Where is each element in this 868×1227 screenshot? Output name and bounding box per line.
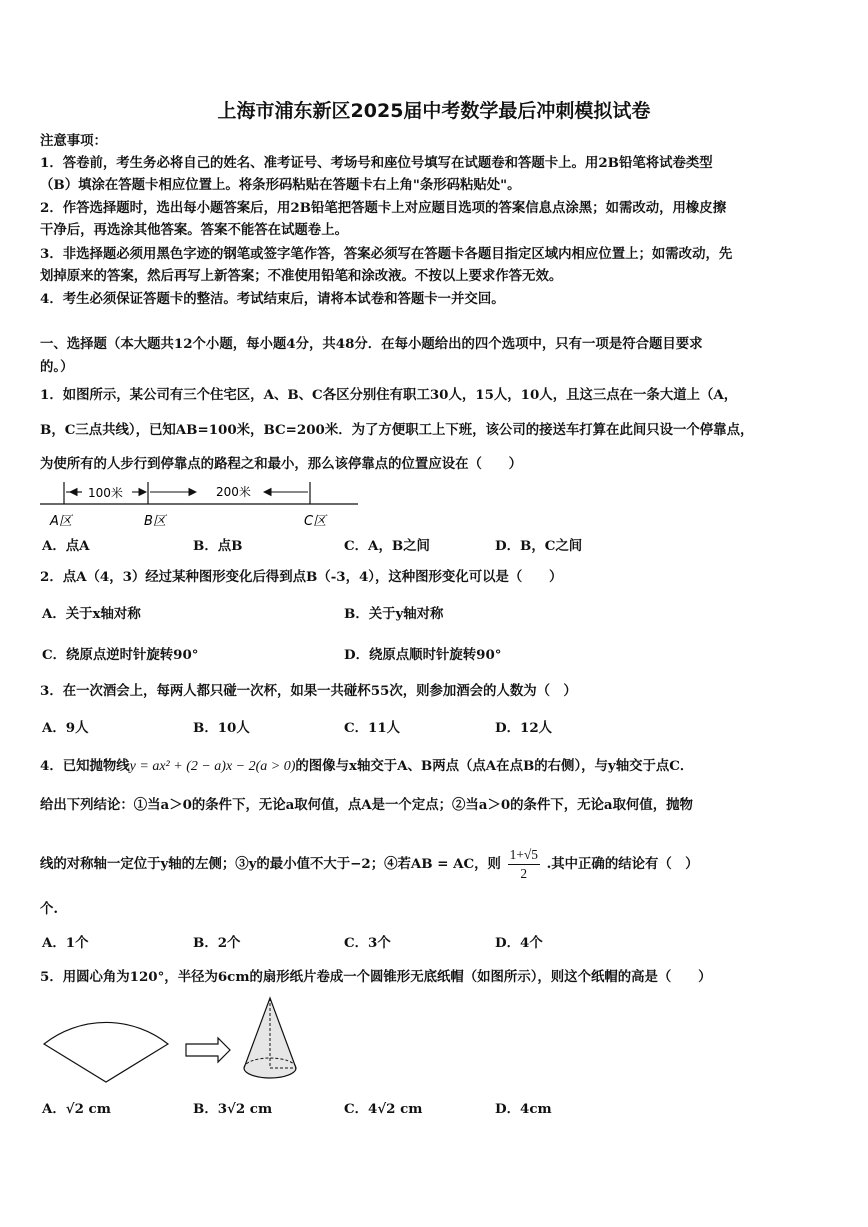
- label-a: A区: [50, 514, 72, 529]
- q4-option-c: C．3个: [344, 935, 391, 951]
- q4-fraction: [508, 846, 540, 883]
- page-title: 上海市浦东新区2025届中考数学最后冲刺模拟试卷: [217, 100, 651, 122]
- q4-line3-text: 线的对称轴一定位于y轴的左侧；③y的最小值不大于−2；④若AB = AC，则: [40, 856, 501, 872]
- notice-line: （B）填涂在答题卡相应位置上。将条形码粘贴在答题卡右上角"条形码粘贴处"。: [40, 177, 521, 193]
- q2-stem: 2．点A（4，3）经过某种图形变化后得到点B（-3，4），这种图形变化可以是（ ）: [40, 569, 563, 585]
- notice-line: 干净后，再选涂其他答案。答案不能答在试题卷上。: [40, 222, 348, 238]
- q1-option-b: B．点B: [193, 538, 243, 554]
- q5-option-c: C．4√2 cm: [344, 1101, 423, 1117]
- q1-road-diagram: [38, 478, 368, 530]
- notice-line: 4．考生必须保证答题卡的整洁。考试结束后，请将本试卷和答题卡一并交回。: [40, 291, 505, 307]
- q4-fraction-num: 1+√5: [508, 846, 540, 865]
- q3-option-b: B．10人: [193, 720, 250, 736]
- q1-stem: B，C三点共线），已知AB=100米，BC=200米．为了方便职工上下班，该公司的接送车打算在此间只设一个停靠点，: [40, 422, 754, 438]
- section-heading: 一、选择题（本大题共12个小题，每小题4分，共48分．在每小题给出的四个选项中，只有一项是符合题目要求: [40, 336, 703, 352]
- q5-option-b: B．3√2 cm: [193, 1101, 273, 1117]
- sector-shape: [44, 1022, 168, 1082]
- notice-line: 划掉原来的答案，然后再写上新答案；不准使用铅笔和涂改液。不按以上要求作答无效。: [40, 268, 563, 284]
- q4-fraction-den: 2: [520, 866, 528, 881]
- q5-figure: [38, 996, 318, 1088]
- q2-option-d: D．绕原点顺时针旋转90°: [344, 647, 502, 663]
- q1-stem: 1．如图所示，某公司有三个住宅区，A、B、C各区分别住有职工30人，15人，10人，且这三点在一条大道上（A，: [40, 387, 738, 403]
- right-arrow-icon: [186, 1038, 230, 1062]
- q3-stem: 3．在一次酒会上，每两人都只碰一次杯，如果一共碰杯55次，则参加酒会的人数为（ ）: [40, 683, 577, 699]
- q1-option-c: C．A，B之间: [344, 538, 430, 554]
- notice-heading: 注意事项：: [40, 133, 107, 149]
- label-ab: 100米: [88, 486, 123, 500]
- q4-line3-rest: .其中正确的结论有（ ）: [546, 856, 699, 872]
- q1-option-d: D．B，C之间: [495, 538, 583, 554]
- q4-stem-line3: [40, 846, 699, 883]
- q2-option-c: C．绕原点逆时针旋转90°: [42, 647, 199, 663]
- q4-intro-rest: 的图像与x轴交于A、B两点（点A在点B的右侧），与y轴交于点C．: [295, 758, 694, 774]
- q4-stem-line2: 给出下列结论：①当a＞0的条件下，无论a取何值，点A是一个定点；②当a＞0的条件下，无论a取何值，抛物: [40, 797, 693, 813]
- q4-stem-line1: [40, 755, 693, 778]
- q3-option-c: C．11人: [344, 720, 401, 736]
- label-bc: 200米: [216, 485, 251, 499]
- q1-option-a: A．点A: [42, 538, 90, 554]
- q4-formula: y = ax² + (2 − a)x − 2(a > 0): [129, 759, 296, 774]
- q3-option-d: D．12人: [495, 720, 553, 736]
- q4-intro: 4．已知抛物线: [40, 758, 130, 774]
- notice-line: 2．作答选择题时，选出每小题答案后，用2B铅笔把答题卡上对应题目选项的答案信息点涂黑；如需改动，用橡皮擦: [40, 200, 727, 216]
- label-c: C区: [304, 514, 327, 529]
- label-b: B区: [144, 514, 166, 529]
- q1-stem: 为使所有的人步行到停靠点的路程之和最小，那么该停靠点的位置应设在（ ）: [40, 456, 523, 472]
- q5-option-d: D．4cm: [495, 1101, 552, 1117]
- q2-option-a: A．关于x轴对称: [42, 606, 141, 622]
- q4-option-a: A．1个: [42, 935, 89, 951]
- q2-option-b: B．关于y轴对称: [344, 606, 444, 622]
- q4-option-d: D．4个: [495, 935, 543, 951]
- q3-option-a: A．9人: [42, 720, 89, 736]
- section-heading-cont: 的。）: [40, 359, 74, 375]
- q5-stem: 5．用圆心角为120°，半径为6cm的扇形纸片卷成一个圆锥形无底纸帽（如图所示），则这个纸帽的高是（ ）: [40, 969, 712, 985]
- q4-option-b: B．2个: [193, 935, 241, 951]
- notice-line: 3．非选择题必须用黑色字迹的钢笔或签字笔作答，答案必须写在答题卡各题目指定区域内相应位置上；如需改动，先: [40, 246, 733, 262]
- q4-stem-line4: 个.: [40, 901, 59, 917]
- notice-line: 1．答卷前，考生务必将自己的姓名、准考证号、考场号和座位号填写在试题卷和答题卡上。用2B铅笔将试卷类型: [40, 155, 713, 171]
- q5-option-a: A．√2 cm: [42, 1101, 111, 1117]
